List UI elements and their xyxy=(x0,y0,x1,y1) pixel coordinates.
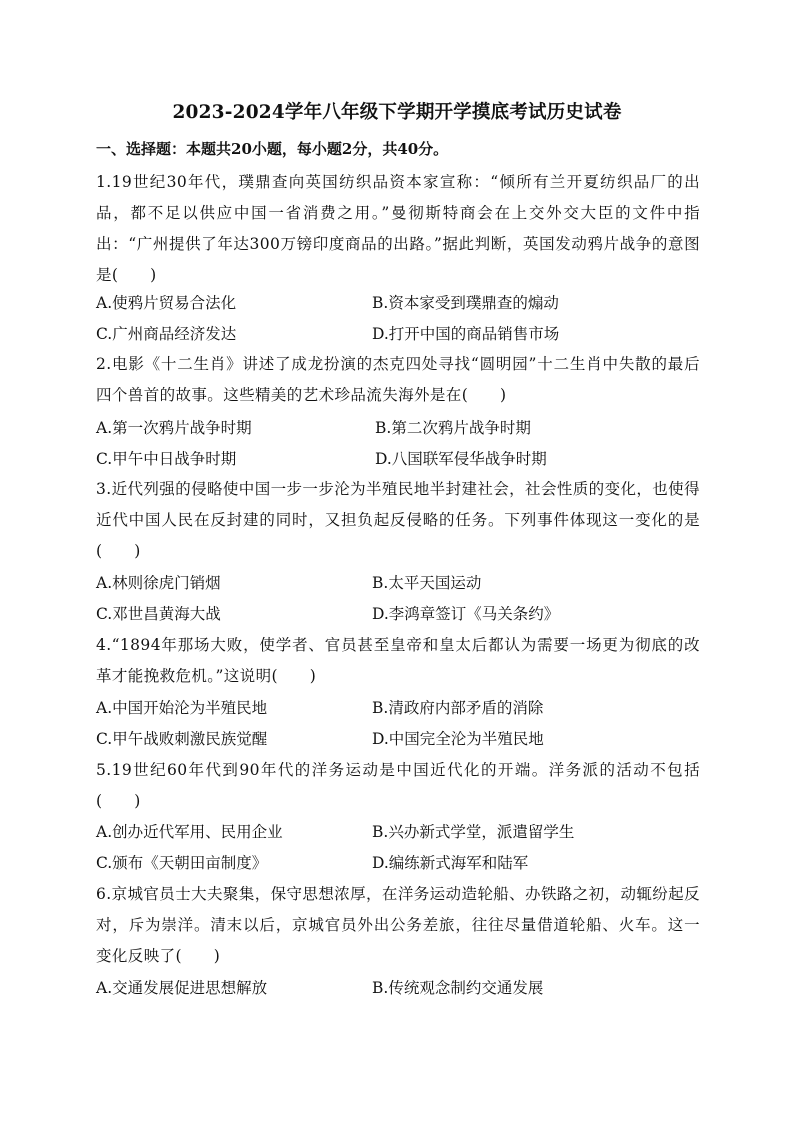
question-5-stem: 5.19世纪60年代到90年代的洋务运动是中国近代化的开端。洋务派的活动不包括( ) xyxy=(96,761,700,810)
question-6-option-a: A.交通发展促进思想解放 xyxy=(96,979,268,997)
page-title: 2023-2024学年八年级下学期开学摸底考试历史试卷 xyxy=(172,102,622,123)
section-heading: 一、选择题：本题共20小题，每小题2分，共40分。 xyxy=(96,140,449,158)
question-1-stem: 1.19世纪30年代，璞鼎查向英国纺织品资本家宣称：“倾所有兰开夏纺织品厂的出品，都不足以供应中国一省消费之用。”曼彻斯特商会在上交外交大臣的文件中指出：“广州提供了年达300万镑印度商品的出路。”据此判断，英国发动鸦片战争的意图是( ) xyxy=(96,173,700,284)
question-4-option-d: D.中国完全沦为半殖民地 xyxy=(372,730,544,748)
question-5-option-b: B.兴办新式学堂，派遣留学生 xyxy=(372,823,575,841)
question-2-option-b: B.第二次鸦片战争时期 xyxy=(375,419,531,437)
question-2-stem: 2.电影《十二生肖》讲述了成龙扮演的杰克四处寻找“圆明园”十二生肖中失散的最后四个兽首的故事。这些精美的艺术珍品流失海外是在( ) xyxy=(96,355,700,404)
question-4-option-c: C.甲午战败刺激民族觉醒 xyxy=(96,730,268,748)
question-1-option-b: B.资本家受到璞鼎查的煽动 xyxy=(372,294,559,312)
question-6-stem: 6.京城官员士大夫聚集，保守思想浓厚，在洋务运动造轮船、办铁路之初，动辄纷起反对，斥为崇洋。清末以后，京城官员外出公务差旅，往往尽量借道轮船、火车。这一变化反映了( ) xyxy=(96,885,700,965)
question-3-option-a: A.林则徐虎门销烟 xyxy=(96,574,221,592)
question-6-option-b: B.传统观念制约交通发展 xyxy=(372,979,544,997)
question-1-option-c: C.广州商品经济发达 xyxy=(96,325,237,343)
question-3-stem: 3.近代列强的侵略使中国一步一步沦为半殖民地半封建社会，社会性质的变化，也使得近代中国人民在反封建的同时，又担负起反侵略的任务。下列事件体现这一变化的是( ) xyxy=(96,480,700,560)
question-3-option-d: D.李鸿章签订《马关条约》 xyxy=(372,605,560,623)
question-5-option-a: A.创办近代军用、民用企业 xyxy=(96,823,283,841)
question-3-option-c: C.邓世昌黄海大战 xyxy=(96,605,221,623)
question-4-option-b: B.清政府内部矛盾的消除 xyxy=(372,699,544,717)
question-2-option-a: A.第一次鸦片战争时期 xyxy=(96,419,252,437)
question-1-option-d: D.打开中国的商品销售市场 xyxy=(372,325,560,343)
question-2-option-d: D.八国联军侵华战争时期 xyxy=(375,450,547,468)
question-2-option-c: C.甲午中日战争时期 xyxy=(96,450,237,468)
question-5-option-d: D.编练新式海军和陆军 xyxy=(372,854,529,872)
question-4-option-a: A.中国开始沦为半殖民地 xyxy=(96,699,268,717)
question-4-stem: 4.“1894年那场大败，使学者、官员甚至皇帝和皇太后都认为需要一场更为彻底的改革才能挽救危机。”这说明( ) xyxy=(96,636,700,685)
question-3-option-b: B.太平天国运动 xyxy=(372,574,482,592)
question-5-option-c: C.颁布《天朝田亩制度》 xyxy=(96,854,268,872)
question-1-option-a: A.使鸦片贸易合法化 xyxy=(96,294,237,312)
